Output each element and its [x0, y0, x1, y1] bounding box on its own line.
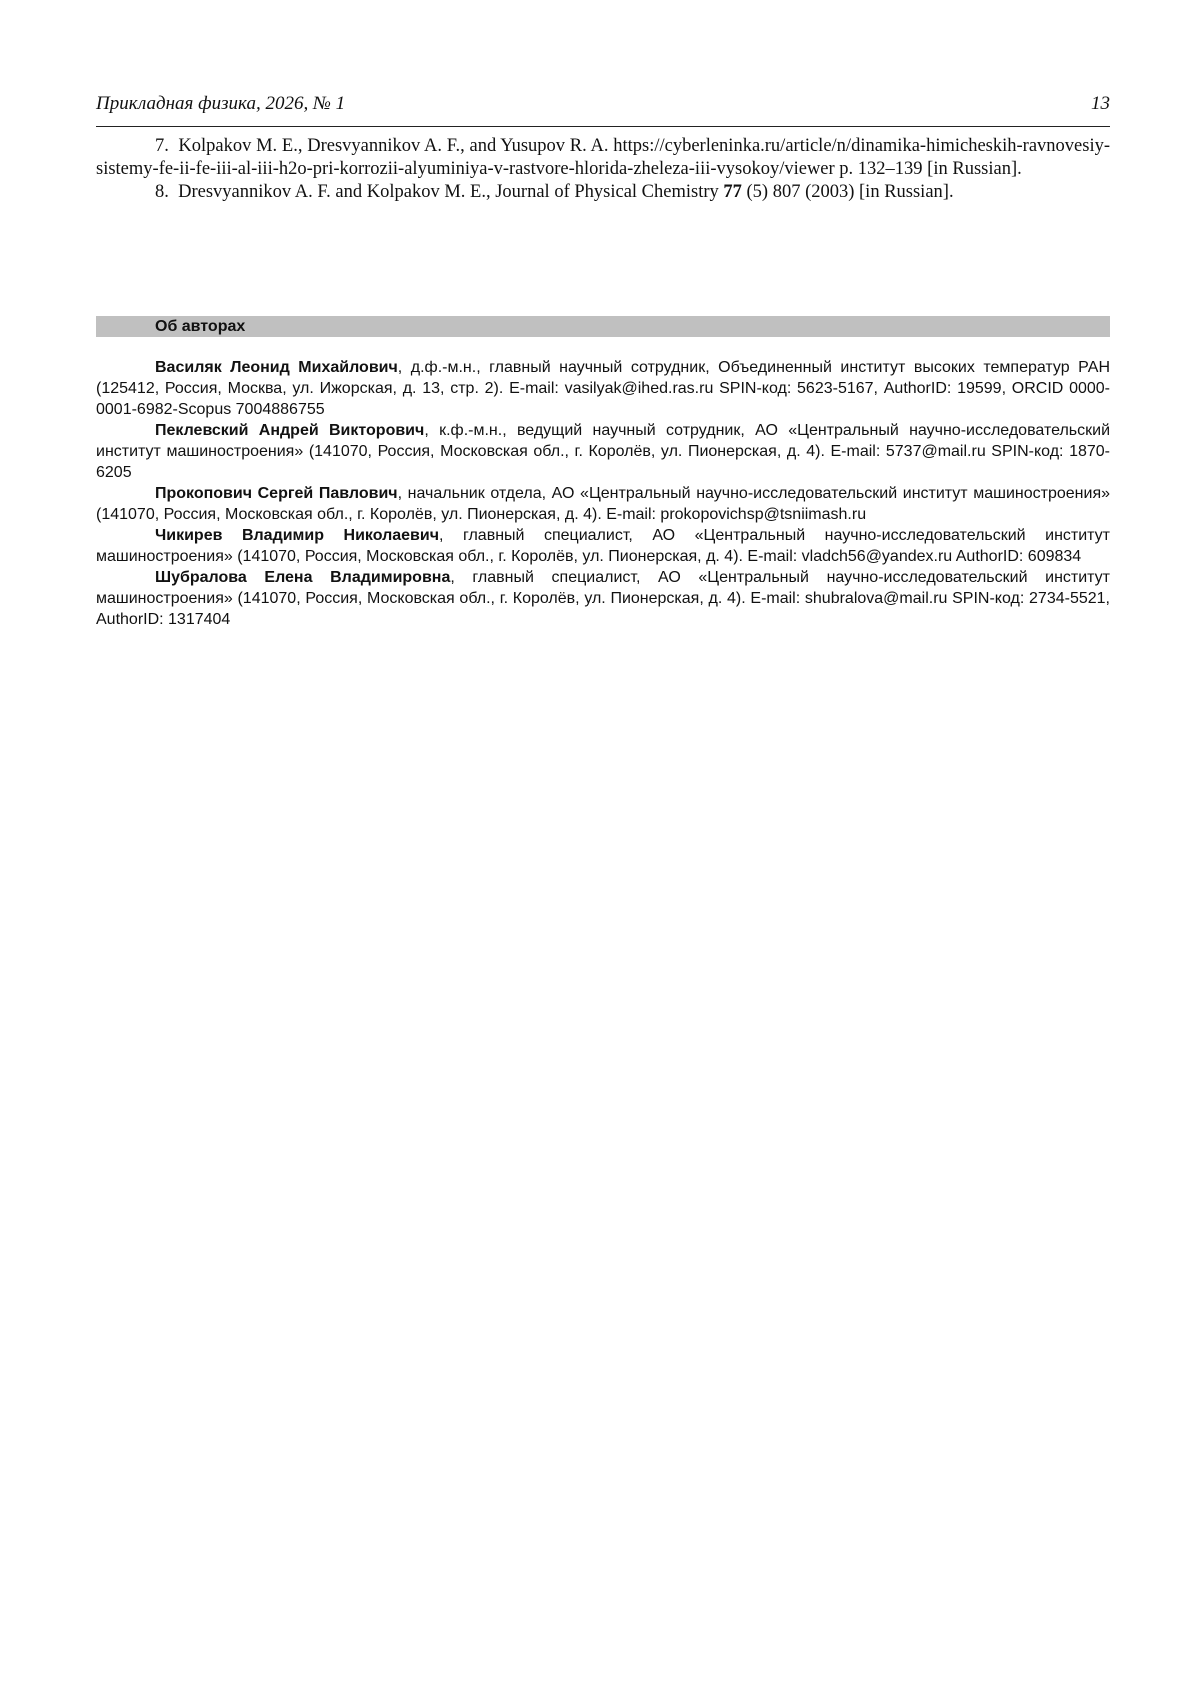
author-name: Шубралова Елена Владимировна: [155, 569, 451, 586]
reference-list: [96, 135, 1110, 204]
reference-number: 7.: [155, 136, 169, 156]
author-name: Пеклевский Андрей Викторович: [155, 422, 425, 439]
author-name: Василяк Леонид Михайлович: [155, 359, 398, 376]
author-entry: [96, 567, 1110, 630]
author-entry: [96, 420, 1110, 483]
reference-number: 8.: [155, 182, 169, 202]
page-number: 13: [1091, 93, 1110, 114]
author-details: , начальник отдела, АО «Центральный научно-исследовательский институт машиностроения» (141070, Россия, Московская обл., г. Королёв, ул. Пионерская, д. 4). E-mail: prokopovichsp@tsniimash.ru: [96, 485, 1111, 523]
section-heading-bar: [96, 316, 1110, 337]
author-entry: [96, 357, 1110, 420]
authors-list: [96, 357, 1110, 630]
author-entry: [96, 483, 1110, 525]
author-details: , к.ф.-м.н., ведущий научный сотрудник, АО «Центральный научно-исследовательский институт машиностроения» (141070, Россия, Московская обл., г. Королёв, ул. Пионерская, д. 4). E-mail: 5737@mail.ru SPIN-код: 1870-6205: [96, 422, 1111, 481]
section-title: Об авторах: [155, 318, 246, 335]
reference-item: [96, 181, 1110, 204]
author-details: , д.ф.-м.н., главный научный сотрудник, Объединенный институт высоких температур РАН (125412, Россия, Москва, ул. Ижорская, д. 13, стр. 2). E-mail: vasilyak@ihed.ras.ru SPIN-код: 5623-5167, AuthorID: 19599, ORCID 0000-0001-6982-Scopus 7004886755: [96, 359, 1110, 418]
journal-title: Прикладная физика, 2026, № 1: [96, 93, 346, 114]
reference-text: Kolpakov M. E., Dresvyannikov A. F., and Yusupov R. A. https://cyberleninka.ru/article/n/dinamika-himicheskih-ravnovesiy-sistemy-fe-ii-fe-iii-al-iii-h2o-pri-korrozii-alyuminiya-v-rastvore-hlorida-zheleza-iii-vysokoy/viewer p. 132–139 [in Russian].: [96, 136, 1110, 179]
reference-volume: 77: [723, 182, 742, 202]
author-name: Чикирев Владимир Николаевич: [155, 527, 440, 544]
reference-text: Dresvyannikov A. F. and Kolpakov M. E., Journal of Physical Chemistry: [178, 182, 724, 202]
author-name: Прокопович Сергей Павлович: [155, 485, 398, 502]
author-details: , главный специалист, АО «Центральный научно-исследовательский институт машиностроения» (141070, Россия, Московская обл., г. Королёв, ул. Пионерская, д. 4). E-mail: vladch56@yandex.ru AuthorID: 609834: [96, 527, 1111, 565]
author-details: , главный специалист, АО «Центральный научно-исследовательский институт машиностроения» (141070, Россия, Московская обл., г. Королёв, ул. Пионерская, д. 4). E-mail: shubralova@mail.ru SPIN-код: 2734-5521, AuthorID: 1317404: [96, 569, 1111, 628]
header-rule: [96, 126, 1110, 127]
reference-text-end: (5) 807 (2003) [in Russian].: [741, 182, 954, 202]
author-entry: [96, 525, 1110, 567]
running-head: [96, 92, 1110, 116]
reference-item: [96, 135, 1110, 181]
